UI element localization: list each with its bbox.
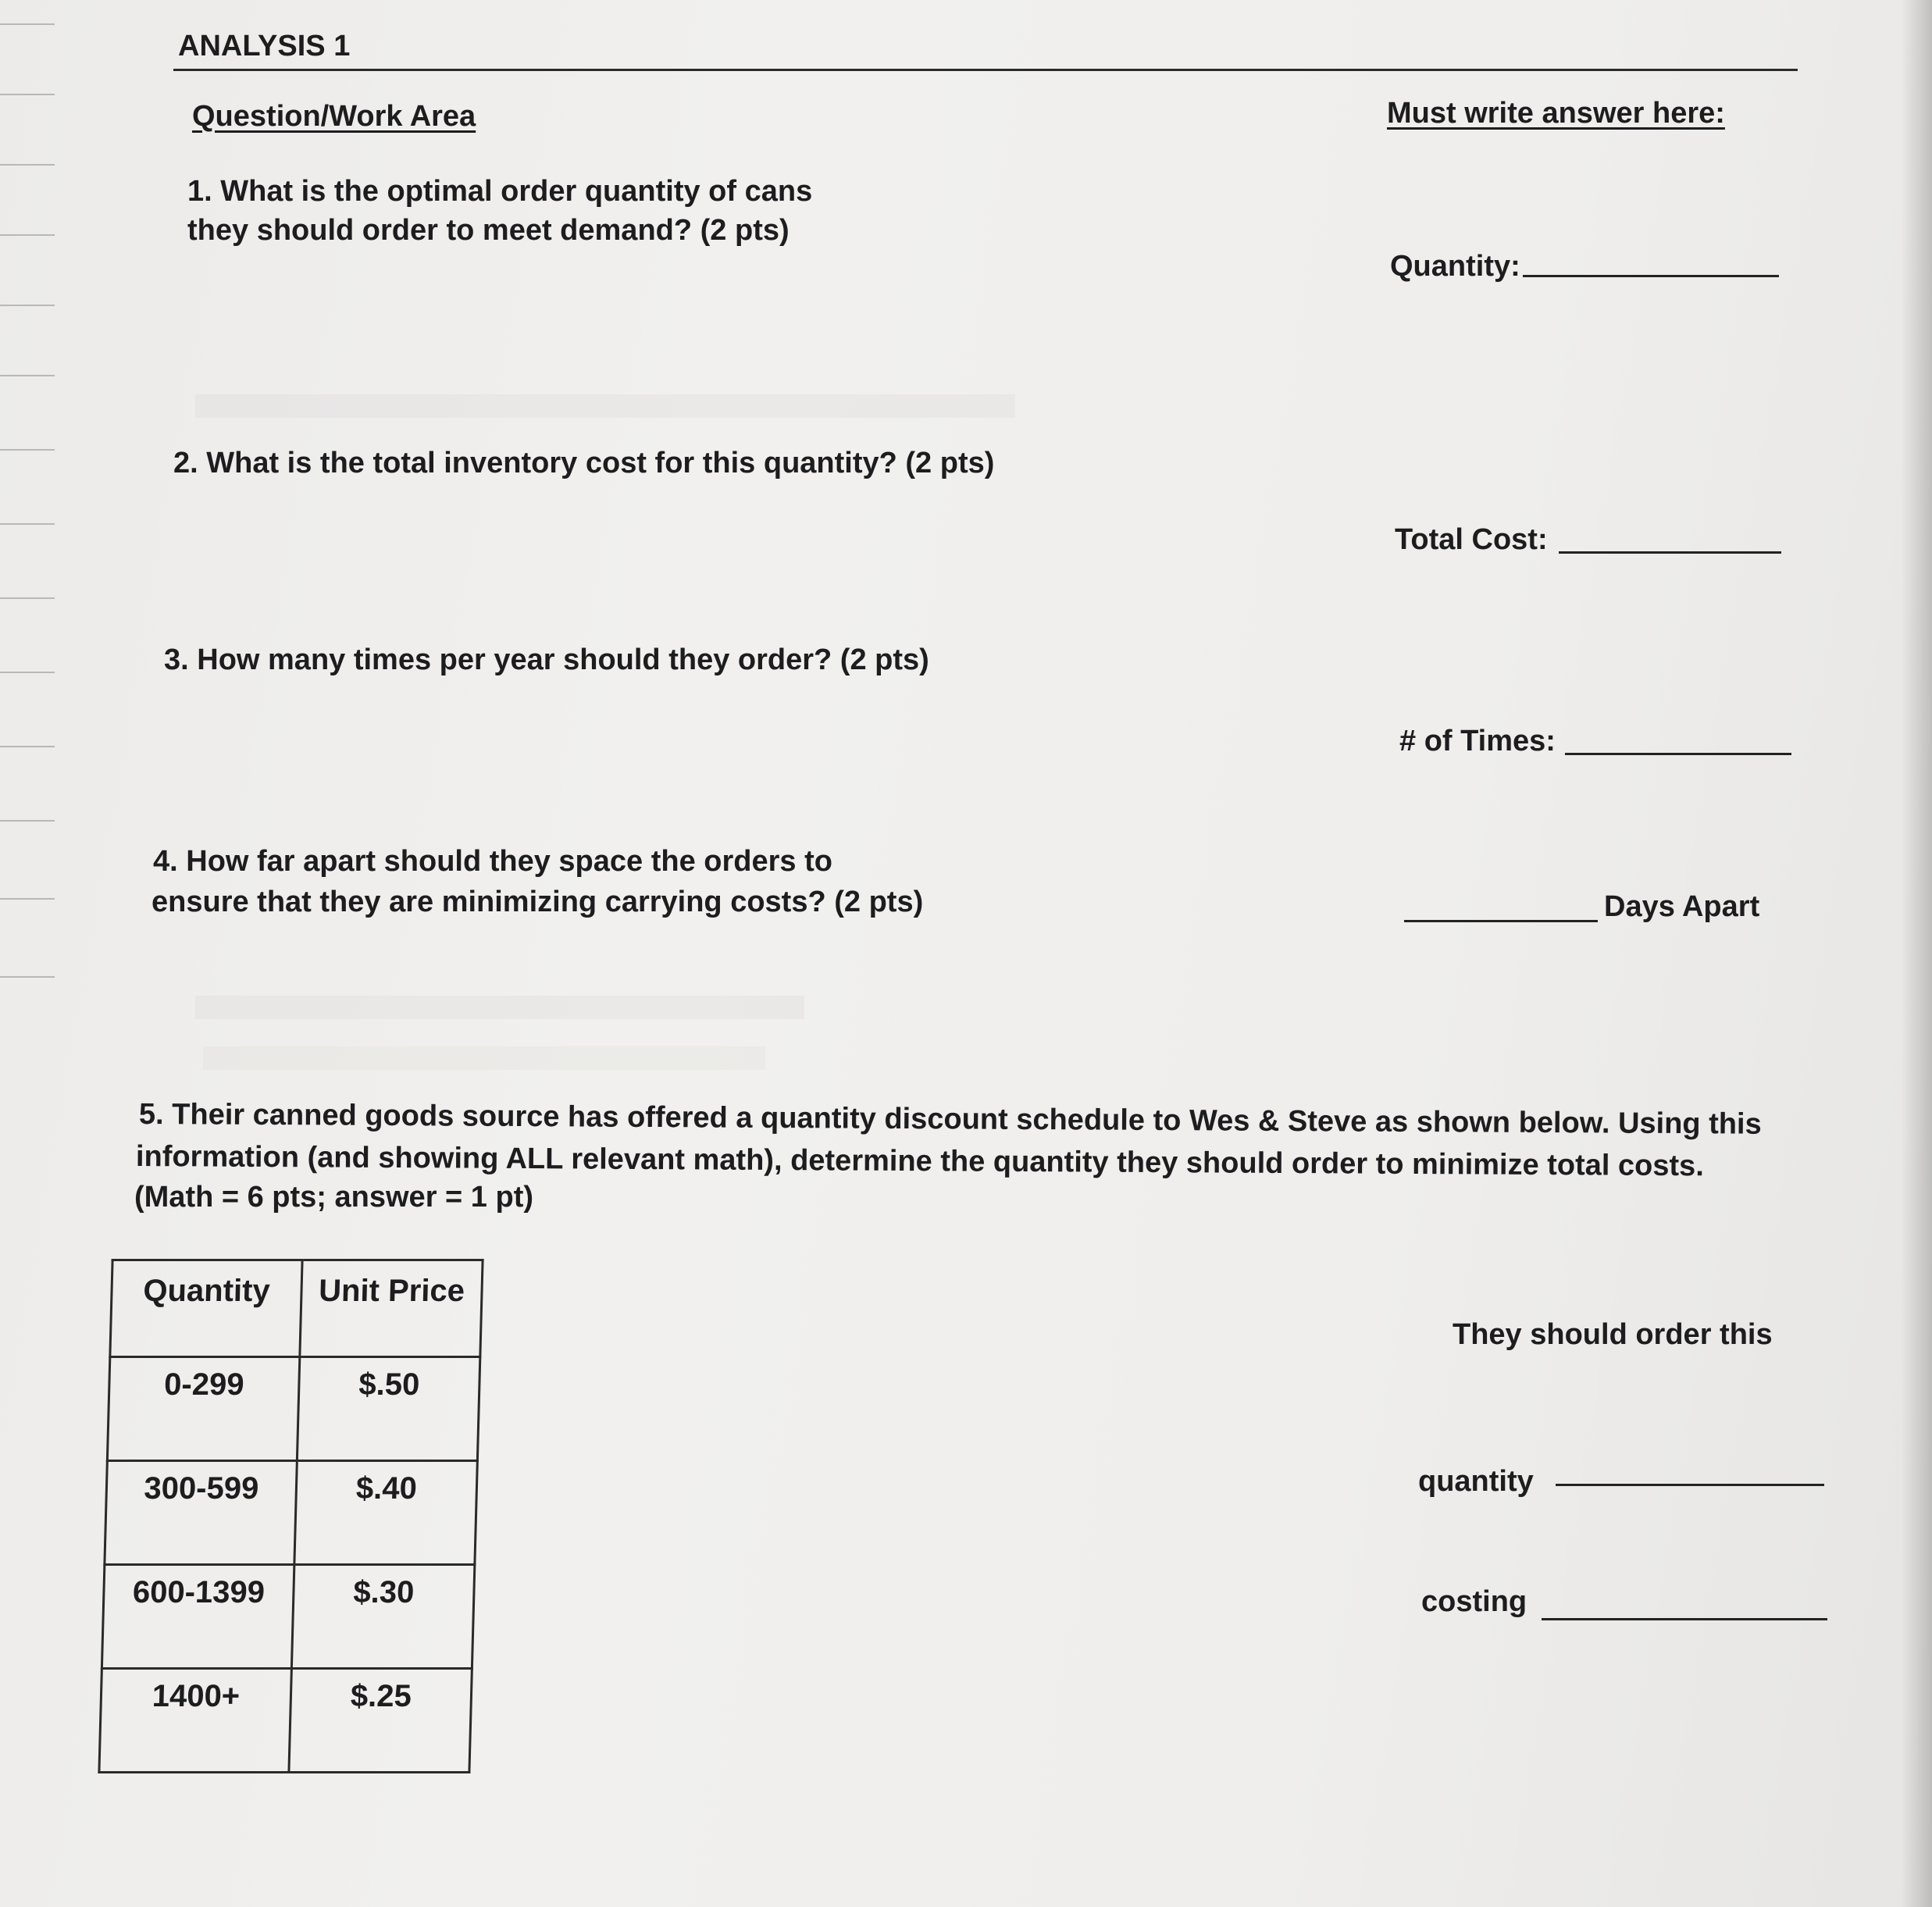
table-cell-quantity: 1400+ <box>99 1669 291 1773</box>
costing-answer-blank[interactable] <box>1542 1618 1827 1620</box>
table-header-quantity: Quantity <box>110 1260 302 1357</box>
title-divider <box>173 69 1798 71</box>
question-5-line-2: information (and showing ALL relevant math), determine the quantity they should order to minimize total costs. <box>135 1140 1704 1183</box>
table-cell-quantity: 300-599 <box>105 1461 297 1565</box>
question-5-line-1: 5. Their canned goods source has offered a quantity discount schedule to Wes & Steve as shown below. Using this <box>138 1098 1762 1141</box>
order-quantity-answer-blank[interactable] <box>1556 1484 1824 1486</box>
question-3-line-1: 3. How many times per year should they order? (2 pts) <box>164 643 929 676</box>
quantity-answer-blank[interactable] <box>1523 275 1779 277</box>
days-apart-label: Days Apart <box>1604 890 1760 923</box>
table-cell-quantity: 600-1399 <box>102 1565 294 1669</box>
bleed-through-mark <box>195 996 804 1019</box>
question-4-line-2: ensure that they are minimizing carrying costs? (2 pts) <box>151 886 924 918</box>
order-intro-label: They should order this <box>1453 1318 1773 1351</box>
quantity-discount-table <box>98 1259 483 1773</box>
costing-label: costing <box>1421 1585 1527 1618</box>
bleed-through-mark <box>195 394 1015 418</box>
work-area-header: Question/Work Area <box>192 100 476 133</box>
spiral-binding <box>0 0 55 1015</box>
table-row <box>105 1461 477 1565</box>
table-row <box>107 1357 479 1461</box>
table-row <box>99 1669 472 1773</box>
days-apart-answer-blank[interactable] <box>1404 920 1598 922</box>
question-2-line-1: 2. What is the total inventory cost for this quantity? (2 pts) <box>173 447 995 479</box>
table-cell-unit-price: $.40 <box>294 1461 477 1565</box>
question-4-line-1: 4. How far apart should they space the orders to <box>153 845 832 878</box>
page-title: ANALYSIS 1 <box>178 30 351 62</box>
question-1-line-2: they should order to meet demand? (2 pts) <box>187 214 790 247</box>
total-cost-answer-blank[interactable] <box>1559 551 1781 554</box>
order-quantity-label: quantity <box>1418 1465 1534 1498</box>
question-1-line-1: 1. What is the optimal order quantity of cans <box>187 175 813 208</box>
page-edge-shadow <box>1901 0 1932 1907</box>
question-5-line-3: (Math = 6 pts; answer = 1 pt) <box>134 1181 533 1214</box>
table-header-row <box>110 1260 483 1357</box>
table-cell-quantity: 0-299 <box>107 1357 299 1461</box>
times-label: # of Times: <box>1399 725 1556 757</box>
table-header-unit-price: Unit Price <box>300 1260 483 1357</box>
table-cell-unit-price: $.50 <box>297 1357 479 1461</box>
times-answer-blank[interactable] <box>1565 753 1791 755</box>
quantity-label: Quantity: <box>1390 250 1520 283</box>
table-row <box>102 1565 474 1669</box>
bleed-through-mark <box>203 1046 765 1070</box>
answer-area-header: Must write answer here: <box>1387 97 1725 130</box>
table-cell-unit-price: $.25 <box>289 1669 472 1773</box>
table-cell-unit-price: $.30 <box>291 1565 474 1669</box>
total-cost-label: Total Cost: <box>1395 523 1548 556</box>
